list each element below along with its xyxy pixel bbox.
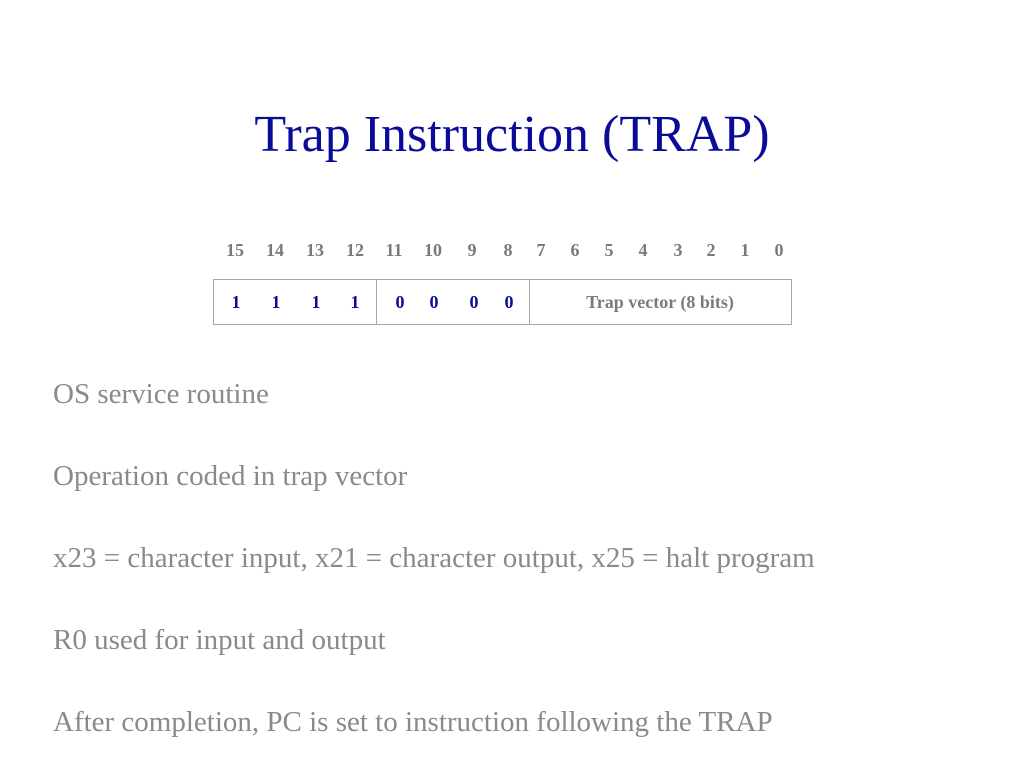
bit-number-row <box>0 240 1024 262</box>
bit-number-6: 6 <box>570 240 580 260</box>
trap-vector-field <box>529 280 791 324</box>
zero-bit-10: 0 <box>429 292 439 312</box>
bullet-item: Operation coded in trap vector <box>53 460 408 492</box>
zero-bits-field <box>376 280 530 324</box>
bit-number-15: 15 <box>226 240 244 260</box>
bit-number-9: 9 <box>467 240 477 260</box>
bullet-item: After completion, PC is set to instruction following the TRAP <box>53 706 773 738</box>
bit-number-0: 0 <box>774 240 784 260</box>
bit-number-5: 5 <box>604 240 614 260</box>
opcode-field <box>214 280 377 324</box>
bit-number-3: 3 <box>673 240 683 260</box>
bit-number-10: 10 <box>424 240 442 260</box>
bit-number-7: 7 <box>536 240 546 260</box>
bit-number-2: 2 <box>706 240 716 260</box>
bullet-item: R0 used for input and output <box>53 624 386 656</box>
opcode-bit-12: 1 <box>350 292 360 312</box>
bullet-item: x23 = character input, x21 = character output, x25 = halt program <box>53 542 815 574</box>
bit-number-12: 12 <box>346 240 364 260</box>
bit-number-4: 4 <box>638 240 648 260</box>
bit-number-13: 13 <box>306 240 324 260</box>
zero-bit-9: 0 <box>469 292 479 312</box>
slide-title: Trap Instruction (TRAP) <box>254 106 770 163</box>
opcode-bit-13: 1 <box>311 292 321 312</box>
opcode-bit-14: 1 <box>271 292 281 312</box>
bit-number-1: 1 <box>740 240 750 260</box>
zero-bit-11: 0 <box>395 292 405 312</box>
bit-number-11: 11 <box>385 240 403 260</box>
zero-bit-8: 0 <box>504 292 514 312</box>
bit-number-14: 14 <box>266 240 284 260</box>
bit-number-8: 8 <box>503 240 513 260</box>
trap-vector-label: Trap vector (8 bits) <box>586 292 734 312</box>
bullet-item: OS service routine <box>53 378 269 410</box>
instruction-encoding-box <box>213 279 792 325</box>
opcode-bit-15: 1 <box>231 292 241 312</box>
